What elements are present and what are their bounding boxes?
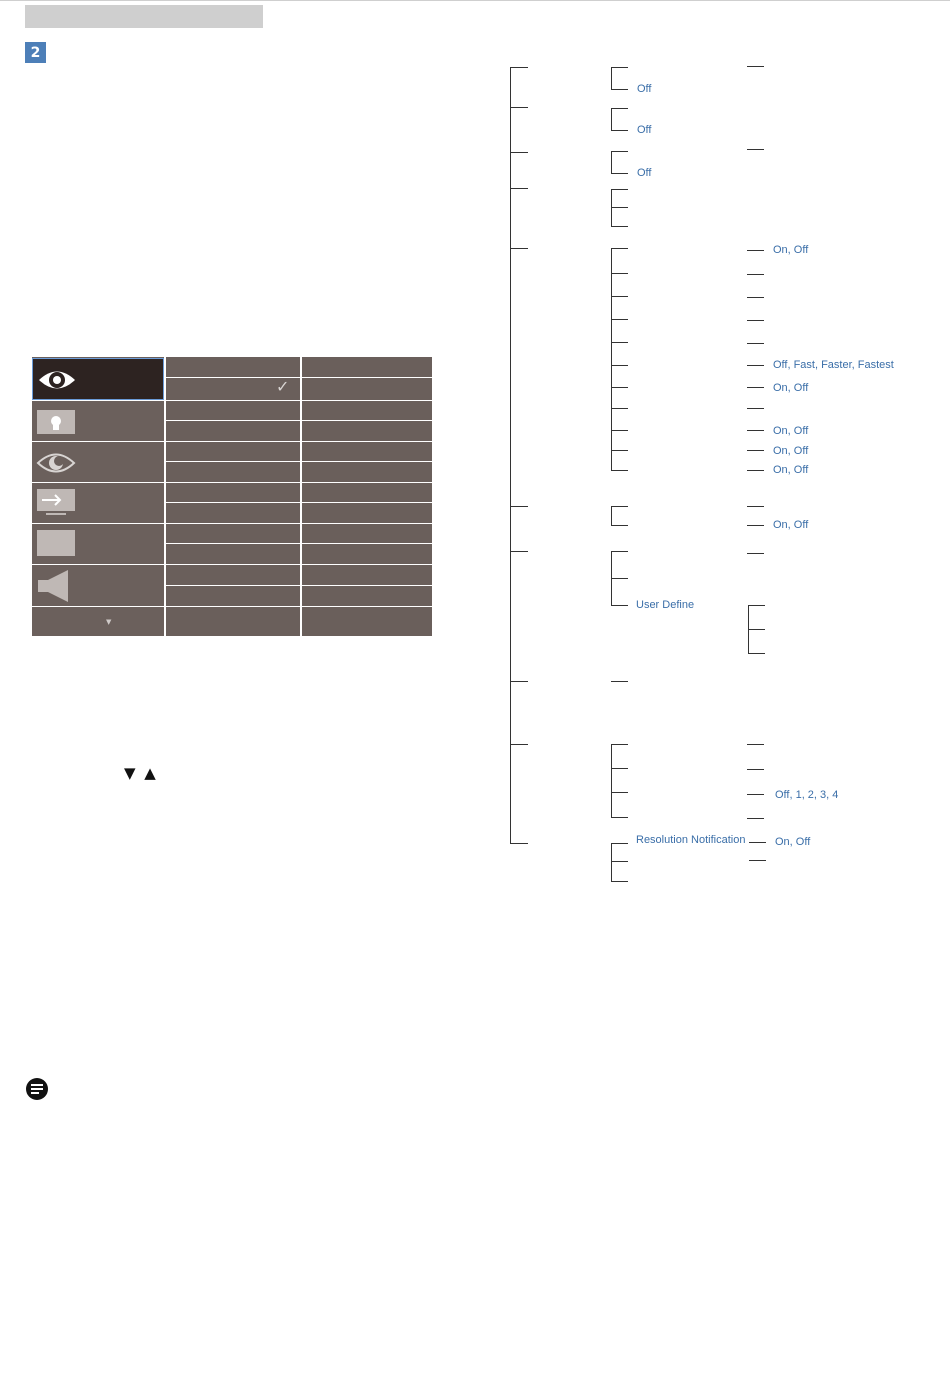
tree-option-label: Off, 1, 2, 3, 4 <box>775 789 839 801</box>
osd-item-speaker[interactable] <box>32 565 164 605</box>
tree-option-label: Off <box>637 167 652 179</box>
bulb-icon <box>36 407 76 437</box>
chapter-badge: 2 <box>25 42 46 63</box>
osd-item-eye[interactable] <box>32 358 164 400</box>
tree-option-label: On, Off <box>773 519 809 531</box>
osd-row-divider <box>32 606 432 607</box>
note-icon <box>25 1077 49 1101</box>
tree-option-label: Resolution Notification <box>636 834 746 846</box>
osd-row-divider <box>166 461 432 462</box>
tree-option-label: Off <box>637 124 652 136</box>
osd-divider <box>164 357 166 636</box>
down-arrow-icon: ▼ <box>106 618 112 626</box>
tree-option-label: On, Off <box>773 445 809 457</box>
osd-menu <box>32 357 432 636</box>
eye-moon-icon <box>36 448 76 478</box>
osd-row-divider <box>32 441 432 442</box>
eye-icon <box>37 365 77 395</box>
section-header-bar <box>25 5 263 28</box>
osd-row-divider <box>32 400 432 401</box>
osd-row-divider <box>166 420 432 421</box>
tree-option-label: On, Off <box>773 464 809 476</box>
osd-divider <box>300 357 302 636</box>
speaker-icon <box>36 568 76 604</box>
osd-item-screen[interactable] <box>32 524 164 564</box>
tree-option-label: Off <box>637 83 652 95</box>
osd-item-more[interactable] <box>32 606 164 636</box>
tree-option-label: On, Off <box>773 382 809 394</box>
check-icon: ✓ <box>276 377 290 396</box>
tree-option-label: Off, Fast, Faster, Fastest <box>773 359 894 371</box>
osd-row-divider <box>32 482 432 483</box>
tree-option-label: User Define <box>636 599 695 611</box>
osd-row-divider <box>166 502 432 503</box>
nav-arrows-icon: ▼ ▲ <box>124 764 158 782</box>
tree-spine <box>510 67 511 844</box>
osd-row-divider <box>32 564 432 565</box>
osd-row-divider <box>166 377 432 378</box>
osd-row-divider <box>166 585 432 586</box>
osd-item-bulb[interactable] <box>32 401 164 441</box>
tree-option-label: On, Off <box>773 244 809 256</box>
tree-option-label: On, Off <box>775 836 811 848</box>
input-icon <box>36 488 76 518</box>
osd-item-input[interactable] <box>32 483 164 523</box>
screen-icon <box>36 529 76 559</box>
osd-row-divider <box>32 523 432 524</box>
osd-item-eye-moon[interactable] <box>32 442 164 482</box>
top-rule <box>0 0 950 1</box>
osd-row-divider <box>166 543 432 544</box>
tree-option-label: On, Off <box>773 425 809 437</box>
